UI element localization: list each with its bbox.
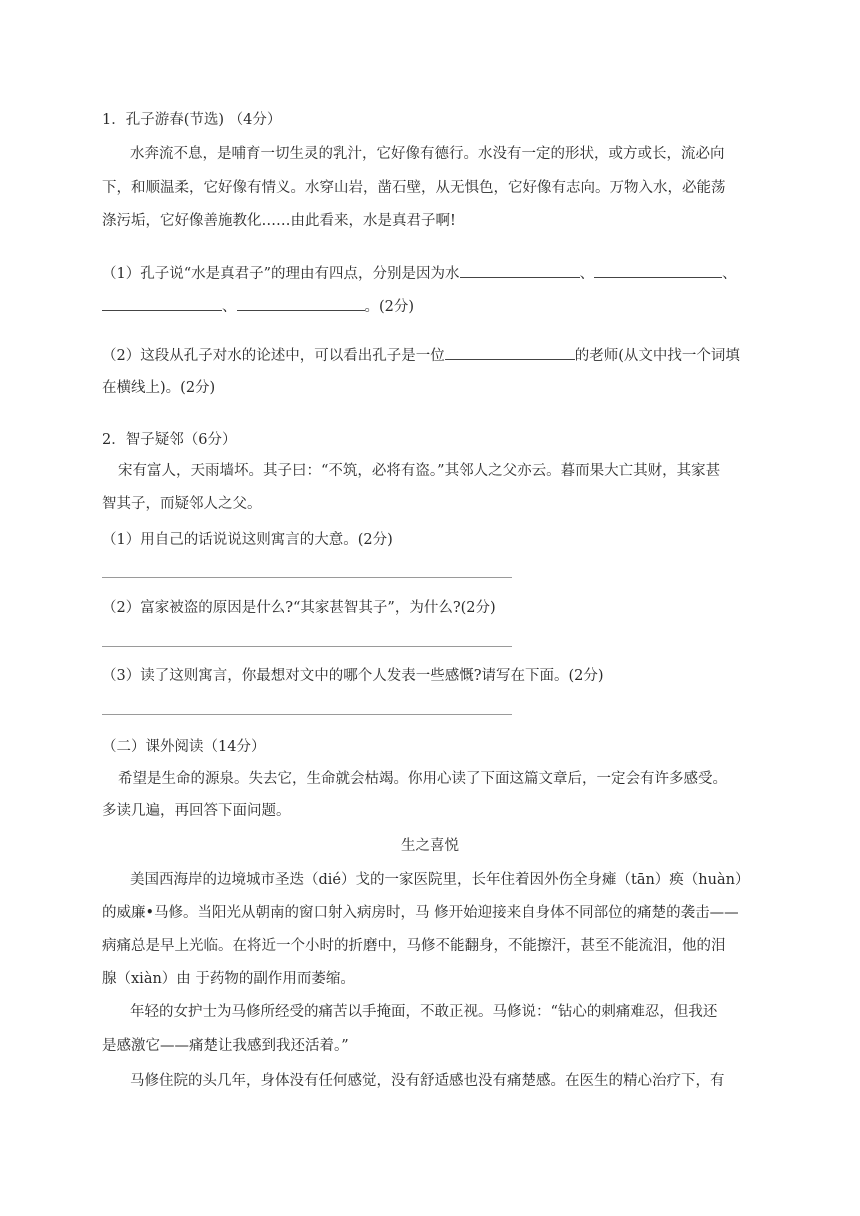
question-text: （2）这段从孔子对水的论述中，可以看出孔子是一位 xyxy=(102,348,445,364)
passage-line: 宋有富人，天雨墙坏。其子曰：“不筑，必将有盗。”其邻人之父亦云。暮而果大亡其财，其家甚 xyxy=(118,463,721,479)
answer-line[interactable] xyxy=(102,714,512,715)
answer-line[interactable] xyxy=(102,577,512,578)
article-line: 马修住院的头几年，身体没有任何感觉，没有舒适感也没有痛楚感。在医生的精心治疗下，有 xyxy=(130,1073,725,1089)
question-text: （1）孔子说“水是真君子”的理由有四点，分别是因为水 xyxy=(102,266,460,282)
article-title: 生之喜悦 xyxy=(401,838,459,854)
separator: 、 xyxy=(222,299,237,315)
question-1-1-cont xyxy=(102,296,414,317)
passage-line: 涤污垢，它好像善施教化……由此看来，水是真君子啊! xyxy=(102,213,456,229)
article-line: 美国西海岸的边境城市圣迭（dié）戈的一家医院里，长年住着因外伤全身瘫（tān）痪（huàn） xyxy=(130,872,750,888)
passage-line: 下，和顺温柔，它好像有情义。水穿山岩，凿石壁，从无惧色，它好像有志向。万物入水，必能荡 xyxy=(102,180,726,196)
question-text: 的老师(从文中找一个词填 xyxy=(574,348,740,364)
article-line: 是感激它——痛楚让我感到我还活着。” xyxy=(102,1038,349,1054)
separator: 、 xyxy=(722,266,737,282)
question-2-2: （2）富家被盗的原因是什么?“其家甚智其子”，为什么?(2分) xyxy=(102,600,496,616)
answer-blank[interactable] xyxy=(102,296,222,311)
answer-blank[interactable] xyxy=(460,263,580,278)
question-2-3: （3）读了这则寓言，你最想对文中的哪个人发表一些感慨?请写在下面。(2分) xyxy=(102,668,604,684)
answer-blank[interactable] xyxy=(237,296,365,311)
answer-blank[interactable] xyxy=(594,263,722,278)
question-text: 在横线上)。(2分) xyxy=(102,380,216,396)
passage-line: 智其子，而疑邻人之父。 xyxy=(102,496,262,512)
intro-line: 多读几遍，再回答下面问题。 xyxy=(102,803,291,819)
intro-line: 希望是生命的源泉。失去它，生命就会枯竭。你用心读了下面这篇文章后，一定会有许多感受。 xyxy=(118,771,727,787)
article-line: 病痛总是早上光临。在将近一个小时的折磨中，马修不能翻身，不能擦汗，甚至不能流泪，他的泪 xyxy=(102,938,726,954)
points-label: 。(2分) xyxy=(364,299,415,315)
section-title-zhizi: 2．智子疑邻（6分） xyxy=(102,432,237,448)
article-line: 腺（xiàn）由 于药物的副作用而萎缩。 xyxy=(102,971,355,987)
answer-line[interactable] xyxy=(102,646,512,647)
passage-line: 水奔流不息，是哺育一切生灵的乳汁，它好像有德行。水没有一定的形状，或方或长，流必向 xyxy=(130,146,725,162)
question-1-2 xyxy=(102,345,740,366)
section-title-kongzi: 1．孔子游春(节选) （4分） xyxy=(102,112,282,128)
question-2-1: （1）用自己的话说说这则寓言的大意。(2分) xyxy=(102,532,393,548)
section-title-extracurricular: （二）课外阅读（14分） xyxy=(102,739,266,755)
separator: 、 xyxy=(579,266,595,282)
question-1-1 xyxy=(102,263,737,284)
answer-blank[interactable] xyxy=(445,345,575,360)
article-line: 年轻的女护士为马修所经受的痛苦以手掩面，不敢正视。马修说：“钻心的刺痛难忍，但我还 xyxy=(130,1004,718,1020)
article-line: 的威廉•马修。当阳光从朝南的窗口射入病房时，马 修开始迎接来自身体不同部位的痛楚的袭击—— xyxy=(102,905,739,921)
